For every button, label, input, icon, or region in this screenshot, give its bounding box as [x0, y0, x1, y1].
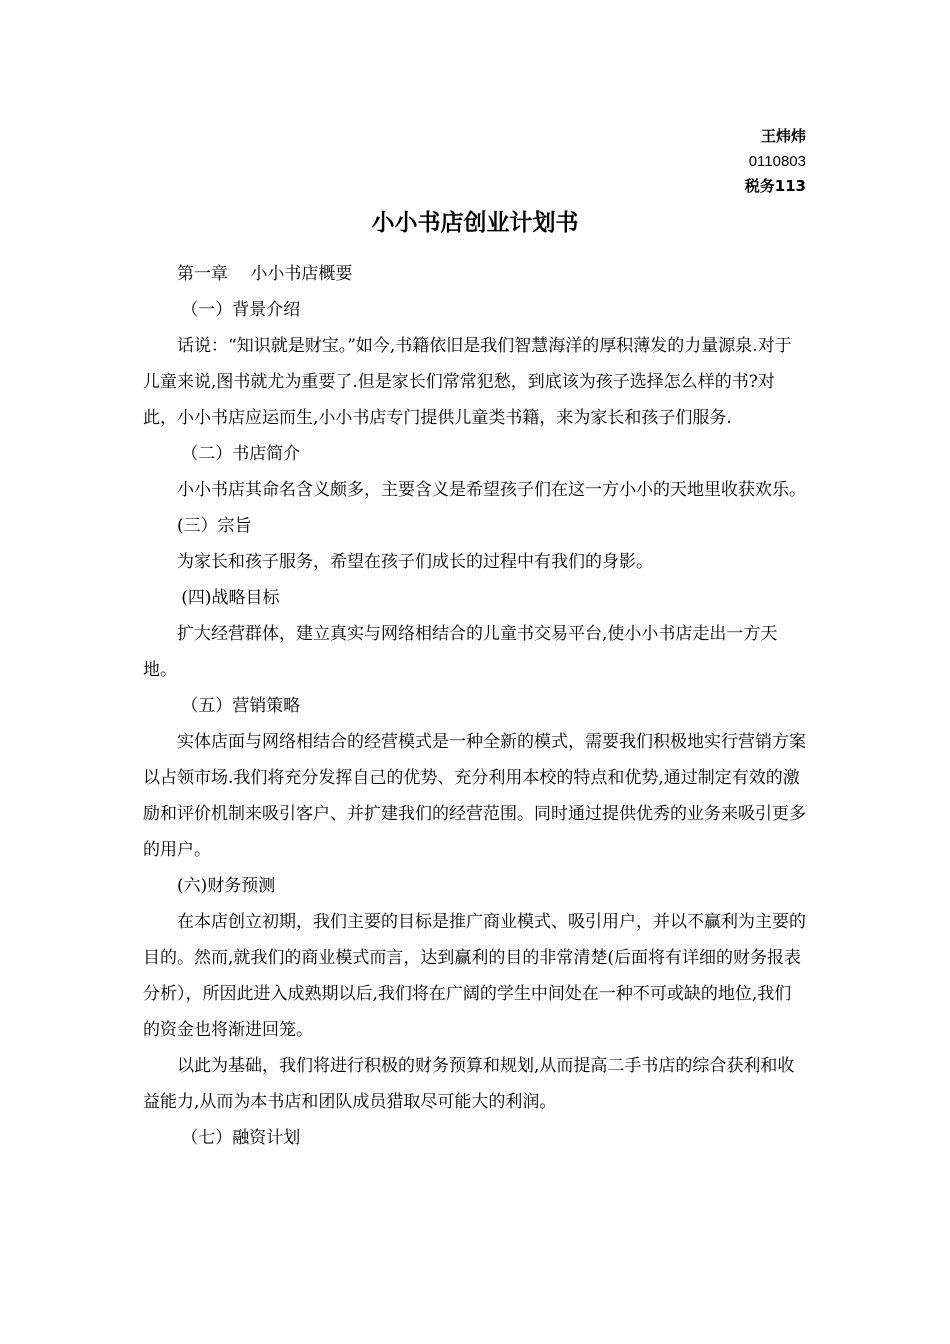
- paragraph-finance: 在本店创立初期，我们主要的目标是推广商业模式、吸引用户，并以不赢利为主要的目的。然而,就我们的商业模式而言，达到赢利的目的非常清楚(后面将有详细的财务报表分析），所因此进入成熟期以后,我们将在广阔的学生中间处在一种不可或缺的地位,我们的资金也将渐进回笼。: [143, 912, 806, 1040]
- section-heading-purpose: (三）宗旨: [177, 516, 252, 536]
- document-body: [143, 256, 808, 1156]
- student-id: 0110803: [748, 153, 806, 170]
- section-heading-marketing: （五）营销策略: [181, 696, 301, 716]
- author-block: [745, 124, 806, 199]
- chapter-title: 第一章 小小书店概要: [177, 264, 353, 284]
- paragraph-purpose: 为家长和孩子服务，希望在孩子们成长的过程中有我们的身影。: [177, 552, 653, 572]
- author-name: 王炜炜: [760, 127, 806, 145]
- paragraph-background: 话说：“知识就是财宝。”如今,书籍依旧是我们智慧海洋的厚积薄发的力量源泉.对于儿童来说,图书就尤为重要了.但是家长们常常犯愁，到底该为孩子选择怎么样的书?对此，小小书店应运而生,小小书店专门提供儿童类书籍，来为家长和孩子们服务.: [143, 336, 792, 428]
- paragraph-strategy: 扩大经营群体，建立真实与网络相结合的儿童书交易平台,使小小书店走出一方天地。: [143, 624, 778, 680]
- document-title: 小小书店创业计划书: [371, 210, 579, 236]
- section-heading-intro: （二）书店简介: [181, 444, 301, 464]
- section-heading-background: （一）背景介绍: [181, 300, 301, 320]
- section-heading-finance: (六)财务预测: [177, 876, 276, 896]
- paragraph-intro: 小小书店其命名含义颇多，主要含义是希望孩子们在这一方小小的天地里收获欢乐。: [177, 480, 806, 500]
- section-heading-financing: （七）融资计划: [181, 1128, 301, 1148]
- paragraph-marketing: 实体店面与网络相结合的经营模式是一种全新的模式，需要我们积极地实行营销方案以占领市场.我们将充分发挥自己的优势、充分利用本校的特点和优势,通过制定有效的激励和评价机制来吸引客户、并扩建我们的经营范围。同时通过提供优秀的业务来吸引更多的用户。: [143, 732, 806, 860]
- class-name: 税务113: [744, 177, 806, 195]
- section-heading-strategy: (四)战略目标: [181, 588, 280, 608]
- paragraph-finance-2: 以此为基础，我们将进行积极的财务预算和规划,从而提高二手书店的综合获利和收益能力,从而为本书店和团队成员猎取尽可能大的利润。: [143, 1056, 795, 1112]
